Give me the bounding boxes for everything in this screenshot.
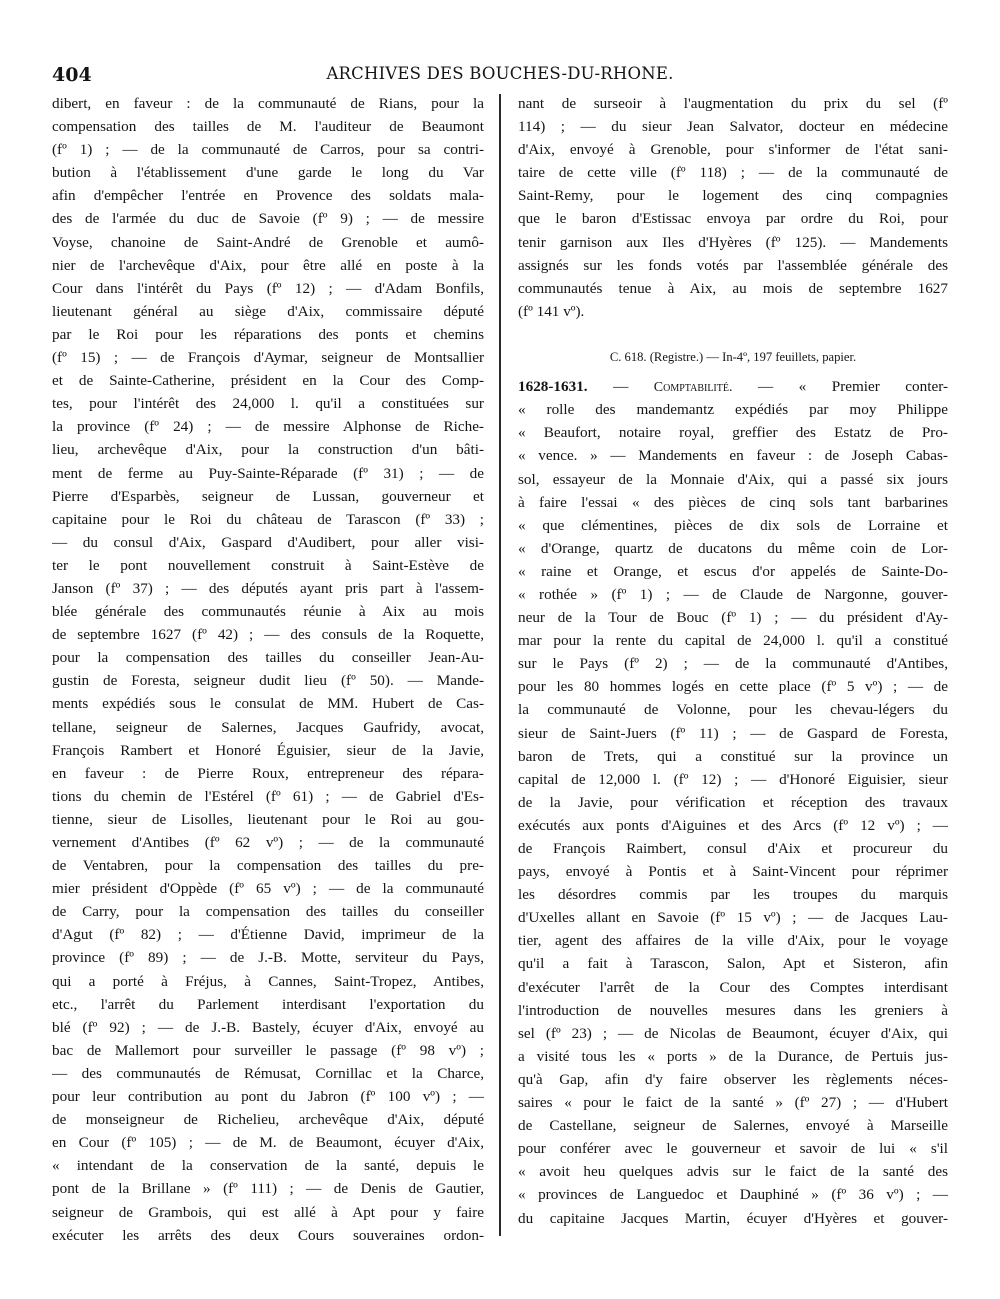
text-line: bac de Mallemort pour surveiller le passage (fº 98 vº) ; [52, 1041, 484, 1059]
text-line: lieutenant général au siège d'Aix, commissaire député [52, 302, 484, 320]
text-line: (fº 141 vº). [518, 302, 585, 320]
text-line: « rolle des mandemantz expédiés par moy Philippe [518, 401, 948, 419]
source-note: C. 618. (Registre.) — In-4º, 197 feuillets, papier. [609, 350, 857, 365]
text-line: « rothée » (fº 1) ; — de Claude de Nargonne, gouver- [518, 585, 948, 603]
text-line: Janson (fº 37) ; — des députés ayant pris part à l'assem- [52, 579, 484, 597]
right-column [518, 92, 948, 1230]
text-line: communautés tenue à Aix, au mois de septembre 1627 [518, 279, 948, 297]
text-line: Pierre d'Esparbès, seigneur de Lussan, gouverneur et [52, 487, 484, 505]
text-line: « raine et Orange, et escus d'or appelés de Sainte-Do- [518, 562, 948, 580]
text-line: taire de cette ville (fº 118) ; — de la communauté de [518, 164, 948, 182]
entry-dates: 1628-1631. [518, 378, 588, 396]
entry-heading: Comptabilité. [653, 380, 733, 396]
text-line: assignés sur les fonds votés par l'assemblée générale des [518, 256, 948, 274]
text-line: du capitaine Jacques Martin, écuyer d'Hyères et gouver- [518, 1209, 948, 1227]
text-line: pour la compensation des tailles du conseiller Jean-Au- [52, 649, 484, 667]
text-line: Cour dans l'intérêt du Pays (fº 12) ; — d'Adam Bonfils, [52, 279, 484, 297]
text-line: sieur de Saint-Juers (fº 11) ; — de Gaspard de Foresta, [518, 724, 948, 742]
text-line: en Cour (fº 105) ; — de M. de Beaumont, écuyer d'Aix, [52, 1134, 484, 1152]
text-line: saires « pour le faict de la santé » (fº 27) ; — d'Hubert [518, 1094, 948, 1112]
entry-first-line-rest: — « Premier conter- [757, 378, 948, 396]
text-line: (fº 1) ; — de la communauté de Carros, pour sa contri- [52, 141, 484, 159]
text-line: des de l'armée du duc de Savoie (fº 9) ; — de messire [52, 210, 484, 228]
text-line: de Castellane, seigneur de Salernes, envoyé à Marseille [518, 1117, 948, 1135]
text-line: « provinces de Languedoc et Dauphiné » (fº 36 vº) ; — [518, 1186, 948, 1204]
text-line: exécuter les arrêts des deux Cours souveraines ordon- [52, 1226, 484, 1244]
text-line: de monseigneur de Richelieu, archevêque d'Aix, député [52, 1111, 484, 1129]
text-line: tes, pour l'intérêt des 24,000 l. qu'il a constituées sur [52, 395, 484, 413]
spacer [518, 323, 948, 346]
text-line: ments expédiés sous le consulat de MM. Hubert de Cas- [52, 695, 484, 713]
text-line: mier président d'Oppède (fº 65 vº) ; — de la communauté [52, 880, 484, 898]
text-line: ment de ferme au Puy-Sainte-Réparade (fº 31) ; — de [52, 464, 484, 482]
text-line: qui a porté à Fréjus, à Cannes, Saint-Tropez, Antibes, [52, 972, 484, 990]
text-line: 114) ; — du sieur Jean Salvator, docteur en médecine [518, 118, 948, 136]
text-line: (fº 15) ; — de François d'Aymar, seigneur de Montsallier [52, 349, 484, 367]
text-line: mar pour la rente du capital de 24,000 l. qu'il a constitué [518, 632, 948, 650]
text-line: pays, envoyé à Pontis et à Saint-Vincent pour réprimer [518, 863, 948, 881]
text-line: Saint-Remy, pour le logement des cinq compagnies [518, 187, 948, 205]
text-line: compensation des tailles de M. l'auditeur de Beaumont [52, 118, 484, 136]
text-line: à faire l'essai « des pièces de cinq sols tant barbarines [518, 493, 948, 511]
text-line: qu'à Gap, afin d'y faire observer les règlements néces- [518, 1070, 948, 1088]
text-line: afin d'empêcher l'entrée en Provence des soldats mala- [52, 187, 484, 205]
text-line: tier, agent des affaires de la ville d'Aix, pour le voyage [518, 932, 948, 950]
text-line: etc., l'arrêt du Parlement interdisant l'exportation du [52, 995, 484, 1013]
text-line: tienne, sieur de Lisolles, lieutenant pour le Roi au gou- [52, 810, 484, 828]
text-line: sur le Pays (fº 2) ; — de la communauté d'Antibes, [518, 655, 948, 673]
text-line: par le Roi pour les réparations des ponts et chemins [52, 325, 484, 343]
text-line: dibert, en faveur : de la communauté de Rians, pour la [52, 95, 484, 112]
page-number: 404 [52, 64, 92, 86]
text-line: — des communautés de Rémusat, Cornillac et la Charce, [52, 1064, 484, 1082]
text-line: François Rambert et Honoré Éguisier, sieur de la Javie, [52, 741, 484, 759]
text-line: « que clémentines, pièces de dix sols de Lorraine et [518, 516, 948, 534]
text-line: blée générale des communautés réunie à Aix au mois [52, 603, 484, 621]
text-line: d'exécuter l'arrêt de la Cour des Comptes interdisant [518, 978, 948, 996]
left-column [52, 92, 484, 1247]
text-line: blé (fº 92) ; — de J.-B. Bastely, écuyer d'Aix, envoyé au [52, 1018, 484, 1036]
text-line: l'introduction de nouvelles mesures dans les greniers à [518, 1001, 948, 1019]
text-line: pour les 80 hommes logés en cette place (fº 5 vº) ; — de [518, 678, 948, 696]
text-line: de septembre 1627 (fº 42) ; — des consuls de la Roquette, [52, 626, 484, 644]
text-line: gustin de Foresta, seigneur dudit lieu (fº 50). — Mande- [52, 672, 484, 690]
column-divider [499, 94, 501, 1236]
text-line: capitaine pour le Roi du château de Tarascon (fº 33) ; [52, 510, 484, 528]
text-line: exécutés aux ponts d'Aiguines et des Arcs (fº 12 vº) ; — [518, 816, 948, 834]
text-line: neur de la Tour de Bouc (fº 1) ; — du président d'Ay- [518, 609, 948, 627]
text-line: d'Uxelles allant en Savoie (fº 15 vº) ; — de Jacques Lau- [518, 909, 948, 927]
text-line: de la Javie, pour vérification et réception des travaux [518, 793, 948, 811]
text-line: — du consul d'Aix, Gaspard d'Audibert, pour aller visi- [52, 533, 484, 551]
text-line: baron de Trets, qui a constitué sur la province un [518, 747, 948, 765]
text-line: a visité tous les « ports » de la Durance, de Pertuis jus- [518, 1047, 948, 1065]
text-line: nant de surseoir à l'augmentation du prix du sel (fº [518, 95, 948, 112]
text-line: d'Aix, envoyé à Grenoble, pour s'informer de l'état sani- [518, 141, 948, 159]
text-line: pont de la Brillane » (fº 111) ; — de Denis de Gautier, [52, 1180, 484, 1198]
text-line: vernement d'Antibes (fº 62 vº) ; — de la communauté [52, 834, 484, 851]
text-line: d'Agut (fº 82) ; — d'Étienne David, imprimeur de la [52, 926, 484, 944]
text-line: capital de 12,000 l. (fº 12) ; — d'Honoré Eiguisier, sieur [518, 770, 948, 788]
text-line: de François Raimbert, consul d'Aix et procureur du [518, 840, 948, 857]
text-line: les désordres commis par les troupes du marquis [518, 886, 948, 904]
text-line: province (fº 89) ; — de J.-B. Motte, serviteur du Pays, [52, 949, 484, 967]
text-line: tellane, seigneur de Salernes, Jacques Gaufridy, avocat, [52, 718, 484, 736]
text-line: Voyse, chanoine de Saint-André de Grenoble et aumô- [52, 233, 484, 251]
text-line: tenir garnison aux Iles d'Hyères (fº 125). — Mandements [518, 233, 948, 251]
text-line: la communauté de Volonne, pour les chevau-légers du [518, 701, 948, 719]
entry-heading-line: 1628-1631. — Comptabilité. — « Premier conter- [518, 378, 948, 396]
text-line: « vence. » — Mandements en faveur : de Joseph Cabas- [518, 447, 948, 465]
text-line: « Beaufort, notaire royal, greffier des Estatz de Pro- [518, 424, 948, 442]
text-line: « intendant de la conservation de la santé, depuis le [52, 1157, 484, 1175]
text-line: lieu, archevêque d'Aix, pour la construction d'un bâti- [52, 441, 484, 459]
running-head: ARCHIVES DES BOUCHES-DU-RHONE. [326, 64, 674, 83]
text-line: nier de l'archevêque d'Aix, pour être allé en poste à la [52, 256, 484, 274]
text-line: pour leur contribution au pont du Jabron (fº 100 vº) ; — [52, 1088, 484, 1106]
text-line: bution à l'établissement d'une garde le long du Var [52, 164, 484, 182]
text-line: ter le pont nouvellement construit à Saint-Estève de [52, 556, 484, 574]
text-line: sel (fº 23) ; — de Nicolas de Beaumont, écuyer d'Aix, qui [518, 1024, 948, 1042]
text-line: pour conférer avec le gouverneur et savoir de lui « s'il [518, 1140, 948, 1158]
text-line: seigneur de Grambois, qui est allé à Apt pour y faire [52, 1203, 484, 1221]
text-line: qu'il a fait à Tarascon, Salon, Apt et Sisteron, afin [518, 955, 948, 973]
text-line: que le baron d'Estissac envoya par ordre du Roi, pour [518, 210, 948, 228]
text-line: en faveur : de Pierre Roux, entrepreneur des répara- [52, 764, 484, 782]
text-line: sol, essayeur de la Monnaie d'Aix, qui a passé six jours [518, 470, 948, 488]
text-line: la province (fº 24) ; — de messire Alphonse de Riche- [52, 418, 484, 436]
text-line: « avoit heu quelques advis sur le faict de la santé des [518, 1163, 948, 1181]
text-line: de Ventabren, pour la compensation des tailles du pre- [52, 857, 484, 875]
text-line: « d'Orange, quartz de ducatons du même coin de Lor- [518, 539, 948, 557]
text-line: tions du chemin de l'Estérel (fº 61) ; — de Gabriel d'Es- [52, 787, 484, 805]
text-line: et de Sainte-Catherine, président en la Cour des Comp- [52, 372, 484, 390]
text-line: de Carry, pour la compensation des tailles du conseiller [52, 903, 484, 921]
